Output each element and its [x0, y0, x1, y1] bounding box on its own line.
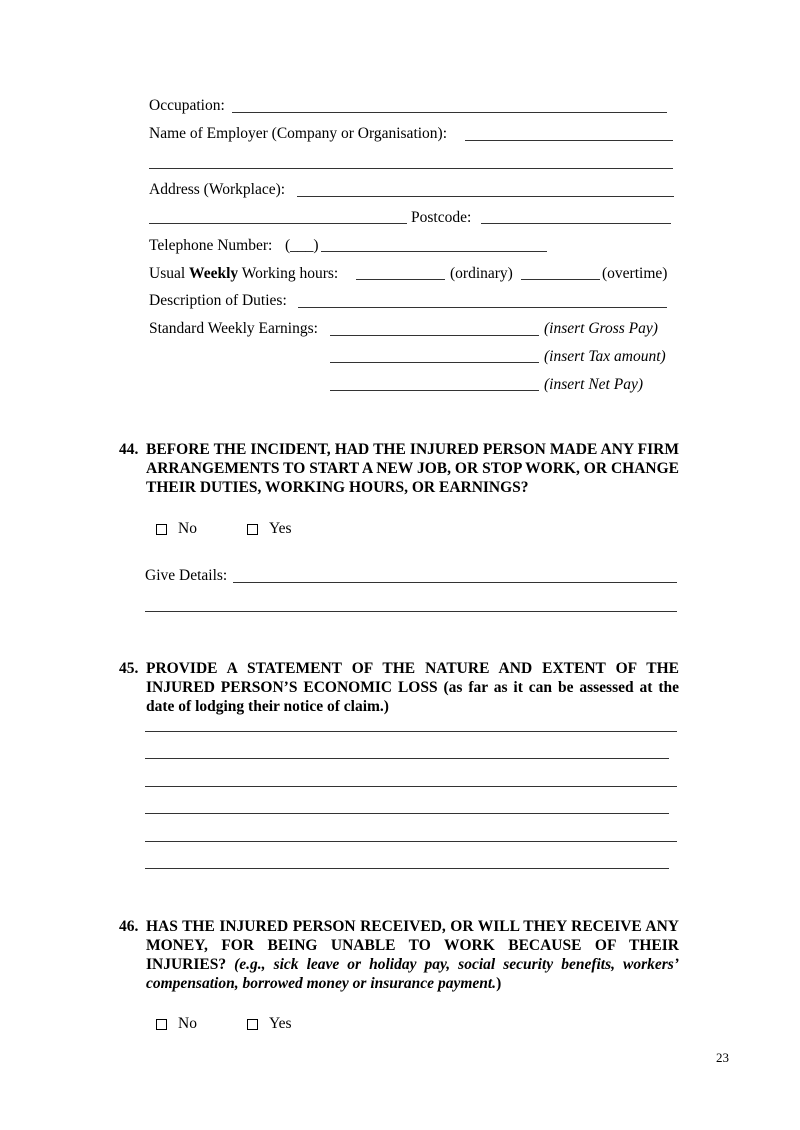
q46-no-label: No: [178, 1015, 197, 1032]
q44-details-field-line-2[interactable]: [145, 611, 677, 612]
q45-answer-line-4[interactable]: [145, 813, 669, 814]
question-number: 45.: [119, 660, 139, 677]
ordinary-label: (ordinary): [450, 265, 513, 282]
question-text: HAS THE INJURED PERSON RECEIVED, OR WILL THEY RECEIVE ANY MONEY, FOR BEING UNABLE TO WORK BECAUSE OF THEIR INJURIES? (e.g., sick leave or holiday pay, social security benefits, workers’ compensation, borrowed money or insurance payment.): [146, 918, 680, 992]
q45-answer-line-5[interactable]: [145, 841, 677, 842]
q44-yes-label: Yes: [269, 520, 292, 537]
net-pay-field[interactable]: [330, 390, 539, 391]
telephone-field[interactable]: [321, 251, 547, 252]
question-number: 44.: [119, 441, 139, 458]
q45-answer-line-1[interactable]: [145, 731, 677, 732]
duties-label: Description of Duties:: [149, 292, 287, 309]
question-number: 46.: [119, 918, 139, 935]
question-44: [119, 440, 679, 497]
working-hours-label: Usual Weekly Working hours:: [149, 265, 339, 282]
net-pay-label: (insert Net Pay): [544, 376, 644, 393]
address-field-line-2[interactable]: [149, 223, 407, 224]
q44-details-label: Give Details:: [145, 567, 228, 584]
question-46: [119, 917, 679, 993]
q45-answer-line-3[interactable]: [145, 786, 677, 787]
q44-no-label: No: [178, 520, 197, 537]
occupation-label: Occupation:: [149, 97, 225, 114]
question-45: [119, 659, 679, 716]
q46-yes-checkbox[interactable]: [247, 1019, 258, 1030]
tax-amount-field[interactable]: [330, 362, 539, 363]
employer-field-line-2[interactable]: [149, 168, 673, 169]
ordinary-hours-field[interactable]: [356, 279, 445, 280]
address-field[interactable]: [297, 196, 674, 197]
gross-pay-field[interactable]: [330, 335, 539, 336]
q46-no-checkbox[interactable]: [156, 1019, 167, 1030]
postcode-field[interactable]: [481, 223, 671, 224]
telephone-area-code: (___): [285, 237, 319, 254]
employer-field[interactable]: [465, 140, 673, 141]
page-number: 23: [716, 1050, 729, 1065]
question-text: BEFORE THE INCIDENT, HAD THE INJURED PERSON MADE ANY FIRM ARRANGEMENTS TO START A NEW JOB, OR STOP WORK, OR CHANGE THEIR DUTIES, WORKING HOURS, OR EARNINGS?: [146, 441, 679, 496]
q44-details-field[interactable]: [233, 582, 677, 583]
postcode-label: Postcode:: [411, 209, 472, 226]
employer-label: Name of Employer (Company or Organisation):: [149, 125, 448, 142]
tax-amount-label: (insert Tax amount): [544, 348, 666, 365]
gross-pay-label: (insert Gross Pay): [544, 320, 658, 337]
address-label: Address (Workplace):: [149, 181, 286, 198]
question-text: PROVIDE A STATEMENT OF THE NATURE AND EXTENT OF THE INJURED PERSON’S ECONOMIC LOSS (as far as it can be assessed at the date of lodging their notice of claim.): [146, 660, 679, 715]
q46-yes-label: Yes: [269, 1015, 292, 1032]
q45-answer-line-6[interactable]: [145, 868, 669, 869]
overtime-hours-field[interactable]: [521, 279, 600, 280]
duties-field[interactable]: [298, 307, 667, 308]
overtime-label: (overtime): [602, 265, 668, 282]
q44-yes-checkbox[interactable]: [247, 524, 258, 535]
q45-answer-line-2[interactable]: [145, 758, 669, 759]
occupation-field[interactable]: [232, 112, 667, 113]
q44-no-checkbox[interactable]: [156, 524, 167, 535]
earnings-label: Standard Weekly Earnings:: [149, 320, 318, 337]
telephone-label: Telephone Number:: [149, 237, 273, 254]
